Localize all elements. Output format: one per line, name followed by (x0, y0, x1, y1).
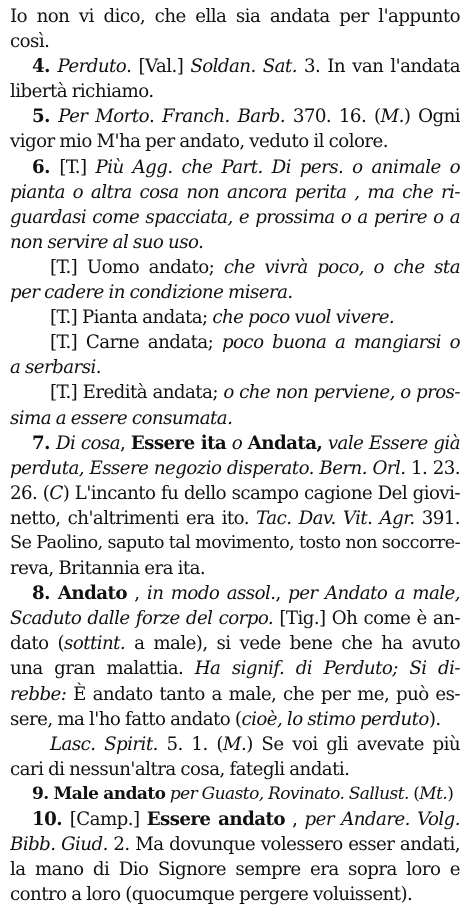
plain-text: [T.] Uomo andato; (50, 256, 224, 278)
text-line (10, 355, 460, 380)
plain-text: . [Val.] (126, 56, 191, 78)
text-line (10, 180, 460, 205)
italic-text: per Andato a male, (288, 583, 460, 605)
text-line (10, 230, 460, 255)
text-line (10, 305, 460, 330)
plain-text: a male), si vede bene che ha avuto (125, 633, 460, 655)
text-line (10, 54, 460, 79)
plain-text: , (284, 809, 305, 830)
text-line (10, 129, 460, 154)
plain-text: [T.] Pianta andata; (50, 307, 213, 329)
bold-text: 9. (32, 783, 54, 804)
plain-text: una gran malattia. (10, 658, 195, 680)
plain-text: 2. Ma dovunque volessero esser andati, (107, 834, 460, 856)
italic-text: per Guasto, Rovinato. Sallust. (165, 783, 409, 804)
italic-text: pianta o altra cosa non ancora perita , ma che ri- (10, 181, 460, 203)
italic-text: poco buona a mangiarsi o (221, 332, 460, 354)
plain-text: netto, ch'altrimenti era ito. (10, 507, 257, 529)
text-line (10, 255, 460, 280)
text-line (10, 707, 460, 732)
text-line (10, 456, 460, 481)
plain-text: [Camp.] (69, 809, 147, 830)
text-line (10, 431, 460, 456)
plain-text: dato ( (10, 633, 65, 655)
italic-text: Franch. Barb. (162, 106, 286, 128)
plain-text: la mano di Dio Signore sempre era sopra loro e (10, 859, 460, 881)
plain-text: 1. 23. (405, 457, 460, 479)
plain-text: ) Se voi gli avevate più (246, 733, 460, 755)
text-line (10, 857, 460, 882)
italic-text: Più Agg. che Part. Di pers. o animale o (95, 156, 460, 178)
italic-text: vale Essere già (322, 432, 460, 454)
text-line (10, 481, 460, 506)
text-line (10, 531, 460, 556)
plain-text: 26. ( (10, 482, 50, 504)
plain-text: [T.] (59, 156, 96, 178)
plain-text: [T.] Carne andata; (50, 332, 222, 354)
plain-text: ) L'incanto fu dello scampo cagione Del giovi- (62, 482, 460, 504)
italic-text: cioè, lo stimo perduto (241, 708, 429, 730)
plain-text: contro a loro (quocumque pergere voluissent). (10, 884, 413, 906)
text-line (10, 732, 460, 757)
text-line (10, 882, 460, 907)
italic-text: Mt. (419, 783, 448, 804)
plain-text: ). (428, 708, 441, 730)
bold-text: Essere ita (130, 432, 227, 454)
plain-text: reva, Britannia era ita. (10, 558, 206, 580)
bold-text: Andata, (247, 432, 323, 454)
text-line (10, 757, 460, 782)
text-line (10, 682, 460, 707)
italic-text: Ha signif. di Perduto; Si di- (194, 658, 460, 680)
italic-text: o che non perviene, o pros- (223, 382, 460, 404)
italic-text: Bibb. Giud. (10, 834, 108, 856)
bold-text: Andato (57, 583, 127, 605)
plain-text: Se Paolino, saputo tal movimento, tosto non soccorre- (10, 532, 460, 553)
plain-text: così. (10, 31, 50, 53)
text-line (10, 506, 460, 531)
italic-text: Per Morto (58, 106, 149, 128)
plain-text: [Tig.] Oh come è an- (273, 608, 460, 630)
text-line (10, 832, 460, 857)
text-line (10, 656, 460, 681)
italic-text: sottint. (64, 633, 126, 655)
plain-text: 5. 1. ( (157, 733, 223, 755)
italic-text: Tac. Dav. Vit. Agr. (256, 507, 415, 529)
bold-text: Essere andato (146, 809, 285, 830)
text-line (10, 606, 460, 631)
plain-text: [T.] Eredità andata; (50, 382, 224, 404)
text-line (10, 406, 460, 431)
text-line (10, 581, 460, 606)
plain-text: , (120, 432, 131, 454)
text-line (10, 782, 460, 807)
bold-text: 8. (32, 583, 58, 605)
plain-text: Io non vi dico, che ella sia andata per l'appunto (10, 6, 460, 27)
plain-text: cari di nessun'altra cosa, fategli andati. (10, 758, 350, 780)
text-line (10, 807, 460, 832)
plain-text: sere, ma l'ho fatto andato ( (10, 708, 242, 730)
italic-text: M. (380, 106, 404, 128)
italic-text: non servire al suo uso. (10, 231, 204, 253)
italic-text: guardasi come spacciata, e prossima o a perire o a (10, 206, 460, 228)
text-line (10, 205, 460, 230)
italic-text: che vivrà poco, o che sta (223, 256, 460, 278)
italic-text: sima a essere consumata. (10, 407, 233, 429)
italic-text: che poco vuol vivere. (212, 307, 395, 329)
italic-text: rebbe: (10, 683, 67, 705)
bold-text: 10. (32, 809, 70, 830)
italic-text: Soldan. Sat. (190, 56, 297, 78)
plain-text: 370. 16. ( (285, 106, 381, 128)
italic-text: Di cosa (56, 432, 121, 454)
text-line (10, 104, 460, 129)
italic-text: Perduto (57, 56, 127, 78)
italic-text: a serbarsi. (10, 357, 101, 379)
text-line (10, 4, 460, 29)
italic-text: M. (222, 733, 247, 755)
text-line (10, 380, 460, 405)
plain-text: , (275, 583, 289, 605)
text-line (10, 556, 460, 581)
italic-text: perduta, Essere negozio disperato. Bern. Orl. (10, 457, 406, 479)
italic-text: C (49, 482, 63, 504)
italic-text: Scaduto dalle forze del corpo. (10, 608, 274, 630)
text-line (10, 155, 460, 180)
italic-text: per cadere in condizione misera. (10, 282, 293, 304)
bold-text: 5. (32, 106, 59, 128)
text-line (10, 631, 460, 656)
bold-text: Male andato (53, 783, 166, 804)
plain-text: ) Ogni (403, 106, 460, 128)
plain-text: ( (408, 783, 420, 804)
italic-text: o (226, 432, 248, 454)
plain-text: vigor mio M'ha per andato, veduto il colore. (10, 131, 388, 153)
text-line (10, 79, 460, 104)
bold-text: 7. (32, 432, 57, 454)
bold-text: 6. (32, 156, 60, 178)
plain-text: È andato tanto a male, che per me, può es- (66, 683, 460, 705)
italic-text: Lasc. Spirit. (50, 733, 158, 755)
plain-text: libertà richiamo. (10, 81, 154, 103)
plain-text: , (126, 583, 147, 605)
text-line (10, 29, 460, 54)
plain-text: 391. (414, 507, 460, 529)
bold-text: 4. (32, 56, 58, 78)
plain-text: . (149, 106, 163, 128)
plain-text: 3. In van l'andata (296, 56, 460, 78)
italic-text: in modo assol. (146, 583, 276, 605)
plain-text: ) (447, 783, 454, 804)
italic-text: per Andare. Volg. (304, 809, 460, 830)
text-line (10, 330, 460, 355)
text-line (10, 280, 460, 305)
